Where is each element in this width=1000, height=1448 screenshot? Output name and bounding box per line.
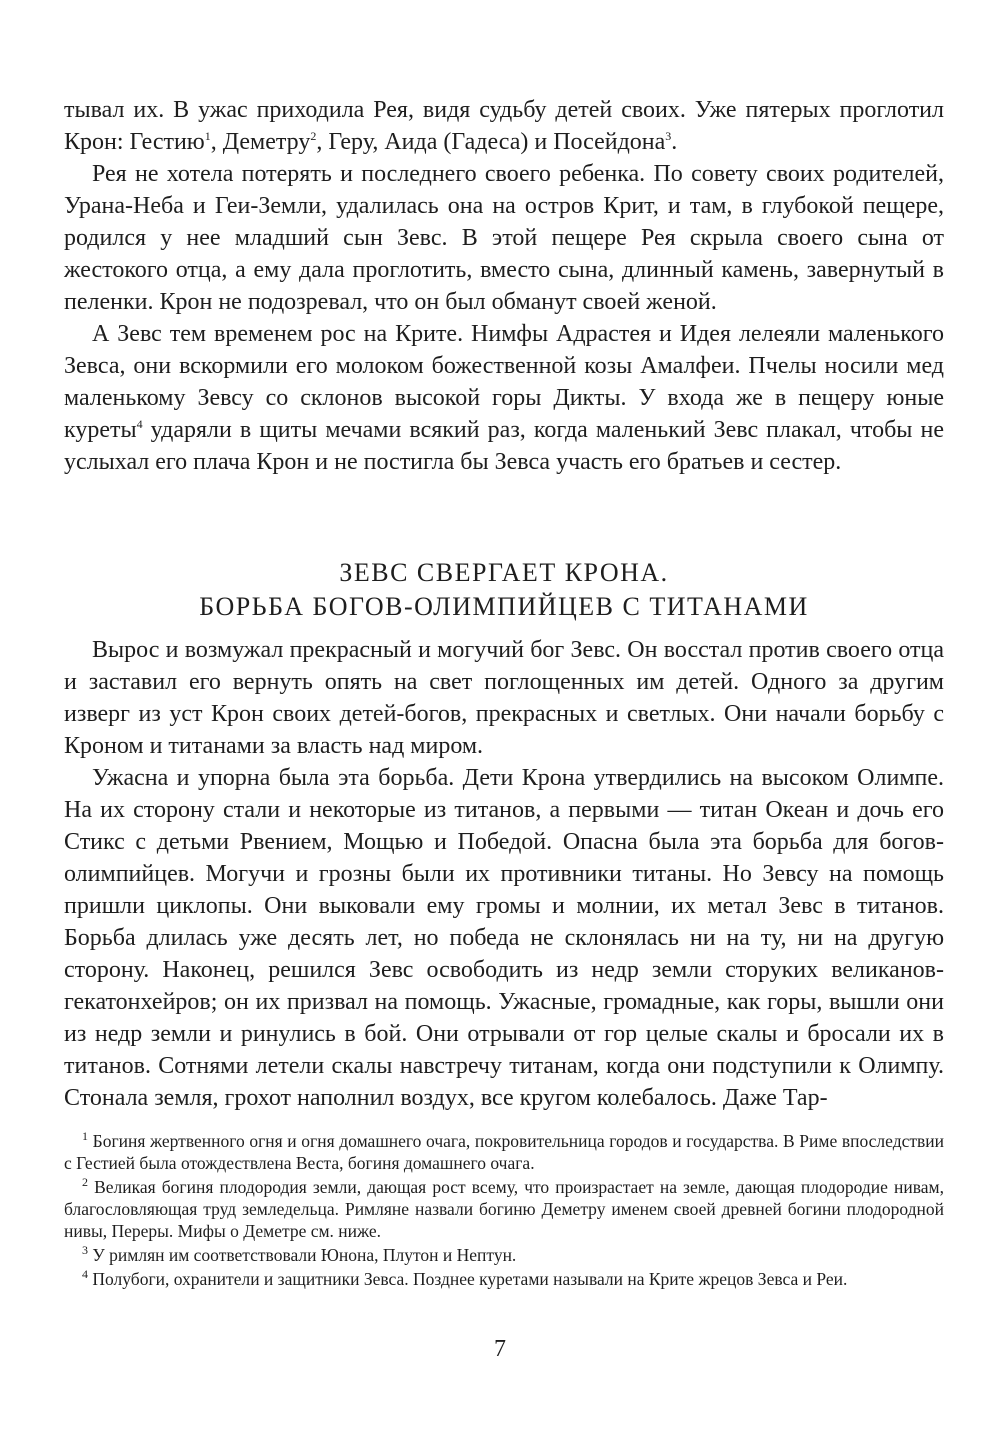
footnotes bbox=[64, 1130, 944, 1292]
paragraph: тывал их. В ужас приходила Рея, видя судьбу детей своих. Уже пятерых проглотил Крон: Гестию$^1$, Деметру$^2$, Геру, Аида (Гадеса) и Посейдона$^3$. bbox=[64, 97, 944, 155]
footnote-ref[interactable]: 4 bbox=[136, 417, 143, 431]
footnote: $^4$ Полубоги, охранители и защитники Зевса. Позднее куретами называли на Крите жрецов Зевса и Реи. bbox=[82, 1267, 848, 1289]
footnote: $^2$ Великая богиня плодородия земли, дающая рост всему, что произрастает на земле, дающая плодородие нивам, благословляющая труд земледельца. Римляне назвали богиню Деметру именем своей древней богини плодородной нивы, Переры. Мифы о Деметре см. ниже. bbox=[64, 1175, 944, 1241]
footnote: $^1$ Богиня жертвенного огня и огня домашнего очага, покровительница городов и государства. В Риме впоследствии с Гестией была отождествлена Веста, богиня домашнего очага. bbox=[64, 1129, 945, 1173]
footnote-mark: 3 bbox=[82, 1243, 88, 1258]
footnote-ref[interactable]: 1 bbox=[204, 129, 211, 143]
text-block-top bbox=[64, 94, 944, 478]
paragraph: Вырос и возмужал прекрасный и могучий бог Зевс. Он восстал против своего отца и заставил его вернуть опять на свет поглощенных им детей. Одного за другим изверг из уст Крон своих детей-богов, прекрасных и светлых. Они начали борьбу с Кроном и титанами за власть над миром. bbox=[64, 637, 944, 759]
section-heading bbox=[64, 556, 944, 624]
text-block-bottom bbox=[64, 634, 944, 1114]
heading-line: ЗЕВС СВЕРГАЕТ КРОНА. bbox=[339, 558, 669, 587]
footnote-mark: 4 bbox=[82, 1267, 88, 1282]
footnote-ref[interactable]: 2 bbox=[310, 129, 317, 143]
footnote-mark: 2 bbox=[82, 1175, 88, 1190]
paragraph: А Зевс тем временем рос на Крите. Нимфы Адрастея и Идея лелеяли маленького Зевса, они вскормили его молоком божественной козы Амалфеи. Пчелы носили мед маленькому Зевсу со склонов высокой горы Дикты. У входа же в пещеру юные куреты$^4$ ударяли в щиты мечами всякий раз, когда маленький Зевс плакал, чтобы не услыхал его плача Крон и не постигла бы Зевса участь его братьев и сестер. bbox=[64, 321, 944, 475]
page-number: 7 bbox=[494, 1336, 506, 1362]
paragraph: Рея не хотела потерять и последнего своего ребенка. По совету своих родителей, Урана-Неба и Геи-Земли, удалилась она на остров Крит, и там, в глубокой пещере, родился у нее младший сын Зевс. В этой пещере Рея скрыла своего сына от жестокого отца, а ему дала проглотить, вместо сына, длинный камень, завернутый в пеленки. Крон не подозревал, что он был обманут своей женой. bbox=[64, 161, 944, 315]
paragraph: Ужасна и упорна была эта борьба. Дети Крона утвердились на высоком Олимпе. На их сторону стали и некоторые из титанов, а первыми — титан Океан и дочь его Стикс с детьми Рвением, Мощью и Победой. Опасна была эта борьба для богов-олимпийцев. Могучи и грозны были их противники титаны. Но Зевсу на помощь пришли циклопы. Они выковали ему громы и молнии, их метал Зевс в титанов. Борьба длилась уже десять лет, но победа не склонялась ни на ту, ни на другую сторону. Наконец, решился Зевс освободить из недр земли сторуких великанов-гекатонхейров; он их призвал на помощь. Ужасные, громадные, как горы, вышли они из недр земли и ринулись в бой. Они отрывали от гор целые скалы и бросали их в титанов. Сотнями летели скалы навстречу титанам, когда они подступили к Олимпу. Стонала земля, грохот наполнил воздух, все кругом колебалось. Даже Тар- bbox=[64, 765, 944, 1111]
footnote-ref[interactable]: 3 bbox=[665, 129, 672, 143]
footnote: $^3$ У римлян им соответствовали Юнона, Плутон и Нептун. bbox=[82, 1243, 517, 1265]
heading-line: БОРЬБА БОГОВ-ОЛИМПИЙЦЕВ С ТИТАНАМИ bbox=[199, 592, 809, 621]
footnote-mark: 1 bbox=[82, 1129, 88, 1144]
